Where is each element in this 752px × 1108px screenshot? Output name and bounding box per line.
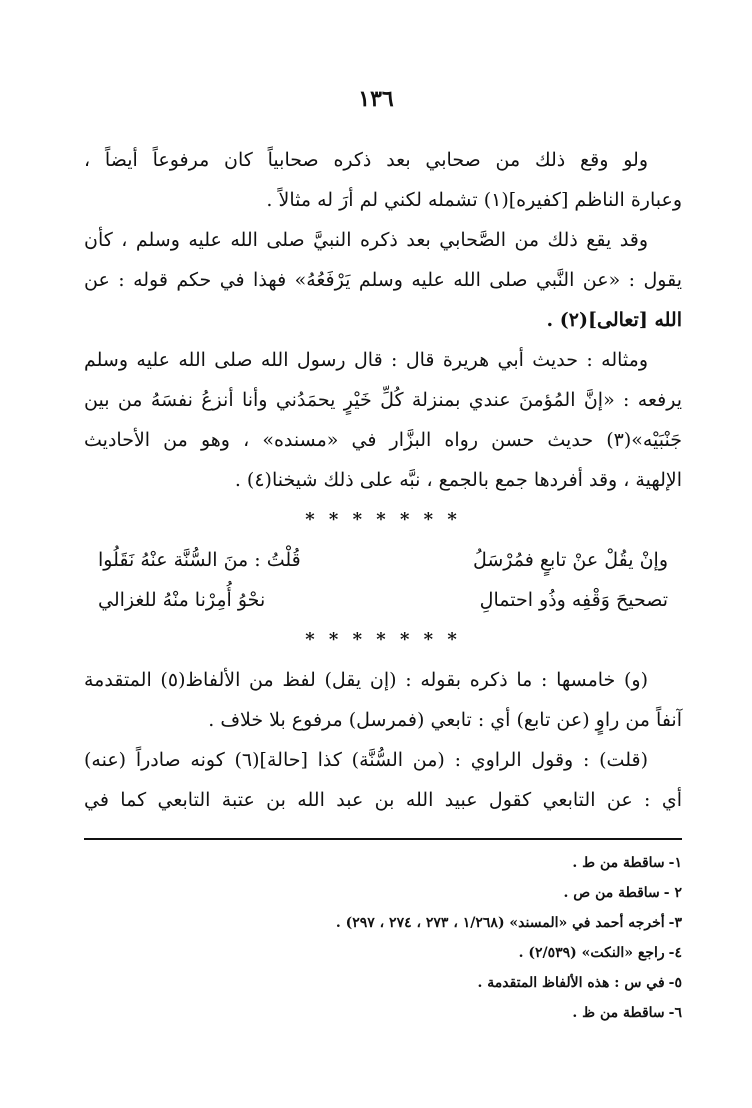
footnote-text: ساقطة من ظ . <box>572 1005 665 1021</box>
paragraph-2-line-3: الله [تعالى](٢) . <box>546 309 682 331</box>
paragraph-1-line-1: ولو وقع ذلك من صحابي بعد ذكره صحابياً كان مرفوعاً أيضاً ، <box>84 149 648 171</box>
verse-line-2 <box>84 580 682 620</box>
verse-2-first-hemistich: تصحيحَ وَقْفِه وذُو احتمالِ <box>479 589 668 611</box>
commentary-2-line-2: أي : عن التابعي كقول عبيد الله بن عبد الله بن عتبة التابعي كما في <box>84 789 682 811</box>
footnote-text: في س : هذه الألفاظ المتقدمة . <box>477 975 665 991</box>
footnote-number: ٢ - <box>663 885 682 901</box>
footnote-separator <box>84 838 682 840</box>
verse-2-second-hemistich: نحْوُ أُمِرْنا منْهُ للغزالي <box>98 589 266 611</box>
verse-line-1 <box>84 540 682 580</box>
commentary-2-line-1: (قلت) : وقول الراوي : (من السُّنَّة) كذا [حالة](٦) كونه صادراً (عنه) <box>84 749 648 771</box>
footnote-number: ١- <box>668 855 682 871</box>
paragraph-3-line-3: جَنْبَيْه»(٣) حديث حسن رواه البزَّار في «مسنده» ، وهو من الأحاديث <box>84 429 682 451</box>
verse-1-second-hemistich: قُلْتُ : منَ السُّنَّة عنْهُ نَقَلُوا <box>98 549 301 571</box>
page-number: ١٣٦ <box>358 86 394 112</box>
paragraph-3-line-1: ومثاله : حديث أبي هريرة قال : قال رسول الله صلى الله عليه وسلم <box>84 349 648 371</box>
footnote <box>84 848 682 878</box>
paragraph-2-line-2: يقول : «عن النَّبي صلى الله عليه وسلم يَرْفَعُهُ» فهذا في حكم قوله : عن <box>84 269 682 291</box>
footnote-number: ٦- <box>668 1005 682 1021</box>
footnote-number: ٣- <box>668 915 682 931</box>
paragraph-3-line-2: يرفعه : «إنَّ المُؤمنَ عندي بمنزلة كُلِّ خَيْرٍ يحمَدُني وأنا أنزعُ نفسَهُ من بين <box>84 389 682 411</box>
footnotes <box>84 848 682 1028</box>
footnote-number: ٤- <box>668 945 682 961</box>
paragraph-2-line-1: وقد يقع ذلك من الصَّحابي بعد ذكره النبيَّ صلى الله عليه وسلم ، كأن <box>84 229 648 251</box>
section-divider-top: * * * * * * * <box>305 509 461 530</box>
footnote <box>84 968 682 998</box>
section-divider-bottom: * * * * * * * <box>305 629 461 650</box>
verse-1-first-hemistich: وإنْ يقُلْ عنْ تابعٍ فمُرْسَلُ <box>473 549 668 571</box>
footnote-number: ٥- <box>668 975 682 991</box>
footnote <box>84 938 682 968</box>
footnote <box>84 908 682 938</box>
footnote-text: ساقطة من ط . <box>572 855 665 871</box>
footnote-text: راجع «النكت» (٢/٥٣٩) . <box>518 945 665 961</box>
paragraph-3-line-4: الإلهية ، وقد أفردها جمع بالجمع ، نبَّه على ذلك شيخنا(٤) . <box>234 469 682 491</box>
footnote <box>84 878 682 908</box>
footnote <box>84 998 682 1028</box>
commentary-1-line-1: (و) خامسها : ما ذكره بقوله : (إن يقل) لفظ من الألفاظ(٥) المتقدمة <box>84 669 648 691</box>
footnote-text: أخرجه أحمد في «المسند» (١/٢٦٨ ، ٢٧٣ ، ٢٧٤ ، ٢٩٧) . <box>335 915 665 931</box>
main-text <box>84 140 682 820</box>
paragraph-1-line-2: وعبارة الناظم [كفيره](١) تشمله لكني لم أرَ له مثالاً . <box>266 189 682 211</box>
footnote-text: ساقطة من ص . <box>563 885 660 901</box>
commentary-1-line-2: آنفاً من راوٍ (عن تابع) أي : تابعي (فمرسل) مرفوع بلا خلاف . <box>208 709 682 731</box>
